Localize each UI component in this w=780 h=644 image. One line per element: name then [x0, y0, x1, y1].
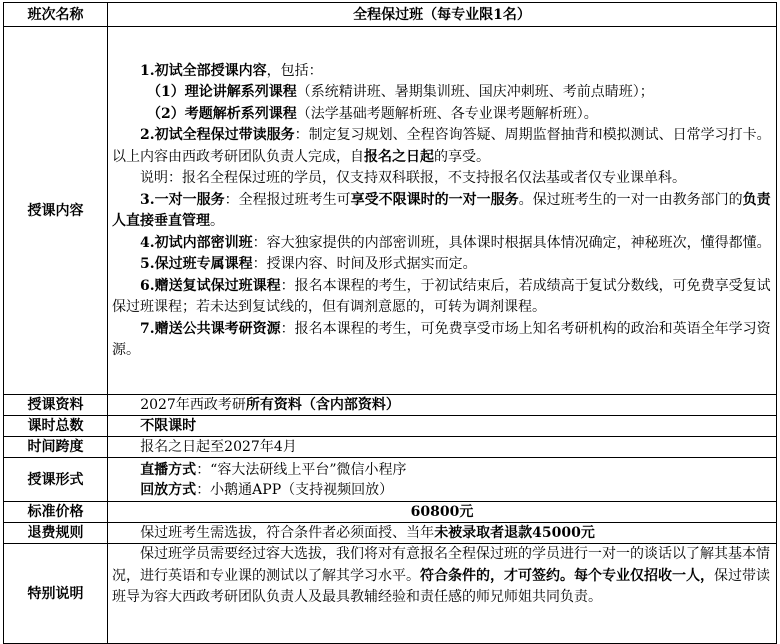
course-info-table — [3, 2, 777, 644]
format-live: 直播方式：“容大法研线上平台”微信小程序 — [140, 461, 407, 478]
price-value: 60800元 — [108, 502, 777, 523]
hours-value: 不限课时 — [108, 416, 777, 437]
refund-value: 保过班考生需选拔，符合条件者必须面授、当年未被录取者退款45000元 — [108, 523, 777, 544]
class-name-label: 班次名称 — [4, 3, 108, 27]
content-item-6: 6.赠送复试保过班课程：报名本课程的考生，于初试结束后，若成绩高于复试分数线，可免费享受复试保过班课程；若未达到复试线的，但有调剂意愿的，可转为调剂课程。 — [112, 277, 771, 315]
content-item-2: 2.初试全程保过带读服务：制定复习规划、全程咨询答疑、周期监督抽背和模拟测试、日常学习打卡。以上内容由西政考研团队负责人完成，自报名之日起的享受。 — [112, 127, 771, 165]
content-cell — [108, 27, 777, 395]
content-item-1: 1.初试全部授课内容，包括： — [140, 62, 323, 79]
content-item-3: 3.一对一服务：全程报过班考生可享受不限课时的一对一服务。保过班考生的一对一由教务部门的负责人直接垂直管理。 — [112, 191, 771, 229]
content-item-4: 4.初试内部密训班：容大独家提供的内部密训班，具体课时根据具体情况确定，神秘班次，懂得都懂。 — [140, 234, 771, 251]
refund-label: 退费规则 — [4, 523, 108, 544]
materials-label: 授课资料 — [4, 395, 108, 416]
content-item-1-sub-2: （2）考题解析系列课程（法学基础考题解析班、各专业课考题解析班）。 — [147, 105, 598, 122]
row-materials — [4, 395, 777, 416]
content-item-7: 7.赠送公共课考研资源：报名本课程的考生，可免费享受市场上知名考研机构的政治和英语全年学习资源。 — [112, 320, 771, 358]
special-text: 保过班学员需要经过容大选拔，我们将对有意报名全程保过班的学员进行一对一的谈话以了解其基本情况，进行英语和专业课的测试以了解其学习水平。符合条件的，才可签约。每个专业仅招收一人，保过带读班导为容大西政考研团队负责人及最具教辅经验和责任感的师兄师姐共同负责。 — [112, 546, 770, 605]
timespan-value: 报名之日起至2027年4月 — [108, 437, 777, 458]
content-item-1-sub-1: （1）理论讲解系列课程（系统精讲班、暑期集训班、国庆冲刺班、考前点睛班）； — [147, 84, 654, 100]
special-label: 特别说明 — [4, 544, 108, 644]
class-name-value: 全程保过班（每专业限1名） — [108, 3, 777, 27]
row-price — [4, 502, 777, 523]
timespan-label: 时间跨度 — [4, 437, 108, 458]
row-hours — [4, 416, 777, 437]
content-note: 说明：报名全程保过班的学员，仅支持双科联报，不支持报名仅法基或者仅专业课单科。 — [140, 170, 686, 186]
row-timespan — [4, 437, 777, 458]
format-value — [108, 458, 777, 502]
row-refund — [4, 523, 777, 544]
hours-label: 课时总数 — [4, 416, 108, 437]
format-replay: 回放方式：小鹅通APP（支持视频回放） — [140, 481, 394, 498]
content-item-5: 5.保过班专属课程：授课内容、时间及形式据实而定。 — [140, 256, 477, 272]
special-value — [108, 544, 777, 644]
materials-value: 2027年西政考研所有资料（含内部资料） — [108, 395, 777, 416]
format-label: 授课形式 — [4, 458, 108, 502]
price-label: 标准价格 — [4, 502, 108, 523]
row-content — [4, 27, 777, 395]
row-class-name — [4, 3, 777, 27]
content-label: 授课内容 — [4, 27, 108, 395]
row-special — [4, 544, 777, 644]
row-format — [4, 458, 777, 502]
